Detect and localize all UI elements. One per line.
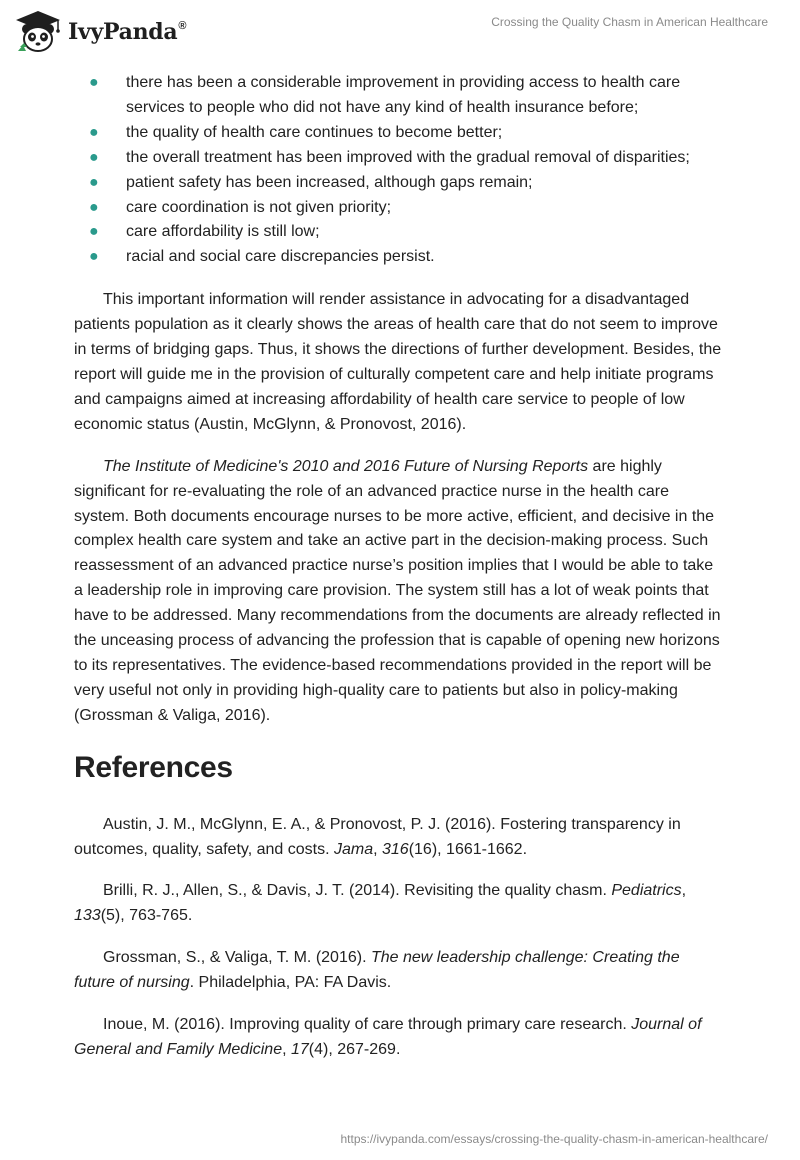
list-item	[74, 220, 724, 245]
list-item-text: the overall treatment has been improved with the gradual removal of disparities;	[126, 148, 690, 166]
reference-pages: (4), 267-269.	[308, 1041, 401, 1058]
paragraph-nursing-reports	[74, 455, 724, 729]
list-item	[74, 245, 724, 270]
document-body	[74, 71, 724, 1063]
bullet-icon: ●	[89, 173, 99, 191]
document-title: Crossing the Quality Chasm in American Healthcare	[491, 15, 768, 29]
reference-text: Inoue, M. (2016). Improving quality of care through primary care research.	[103, 1016, 632, 1034]
reference-text: Austin, J. M., McGlynn, E. A., & Pronovost, P. J. (2016). Fostering transparency in outcomes, quality, safety, and costs.	[74, 815, 681, 858]
list-item-text: care coordination is not given priority;	[126, 198, 392, 216]
registered-mark: ®	[178, 20, 187, 32]
ivypanda-logo[interactable]	[14, 9, 186, 55]
list-item-text: care affordability is still low;	[126, 223, 320, 241]
reference-publisher: . Philadelphia, PA: FA Davis.	[189, 974, 392, 992]
list-item	[74, 146, 724, 171]
reference-separator: ,	[282, 1041, 291, 1058]
list-item	[74, 171, 724, 196]
list-item-text: the quality of health care continues to become better;	[126, 123, 503, 141]
paragraph-text: are highly significant for re-evaluating the role of an advanced practice nurse in the health care system. Both documents encourage nurses to be more active, efficient, and decisive in the complex health care system and take an active part in the decision-making process. Such reassessment of an advanced practice nurse’s position implies that I would be able to take a leadership role in improving care provision. The system still has a lot of weak points that have to be addressed. Many recommendations from the documents are already reflected in the unceasing process of advancing the profession that is capable of opening new horizons to its representatives. The evidence-based recommendations provided in the report will be very useful not only in providing high-quality care to patients but also in policy-making (Grossman & Valiga, 2016).	[74, 457, 721, 724]
list-item-text: patient safety has been increased, although gaps remain;	[126, 173, 533, 191]
bullet-icon: ●	[89, 148, 99, 166]
reference-volume: 316	[382, 840, 409, 858]
list-item	[74, 121, 724, 146]
reference-separator: ,	[373, 840, 382, 858]
reference-pages: (5), 763-765.	[100, 907, 193, 925]
paragraph-advocacy: This important information will render assistance in advocating for a disadvantaged patients population as it clearly shows the areas of health care that do not seem to improve in terms of bridging gaps. Thus, it shows the directions of further development. Besides, the report will guide me in the provision of culturally competent care and help initiate programs and campaigns aimed at increasing affordability of health care service to people of low economic status (Austin, McGlynn, & Pronovost, 2016).	[74, 291, 722, 433]
list-item	[74, 196, 724, 221]
reference-book-title: The new leadership challenge: Creating the future of nursing	[74, 949, 680, 992]
reference-text: Grossman, S., & Valiga, T. M. (2016).	[103, 949, 371, 967]
reference-grossman	[74, 946, 724, 996]
list-item-text: there has been a considerable improvement in providing access to health care services to people who did not have any kind of health insurance before;	[126, 74, 681, 116]
source-url-link[interactable]: https://ivypanda.com/essays/crossing-the-quality-chasm-in-american-healthcare/	[340, 1132, 768, 1146]
findings-list	[74, 71, 724, 270]
list-item-text: racial and social care discrepancies persist.	[126, 248, 435, 266]
bullet-icon: ●	[89, 223, 99, 241]
report-title: The Institute of Medicine's 2010 and 2016 Future of Nursing Reports	[103, 457, 589, 475]
reference-volume: 133	[74, 907, 101, 925]
reference-journal: Pediatrics	[611, 882, 682, 900]
bullet-icon: ●	[89, 123, 99, 141]
reference-austin	[74, 813, 724, 863]
bullet-icon: ●	[89, 74, 99, 91]
reference-volume: 17	[290, 1041, 309, 1058]
reference-brilli	[74, 879, 724, 929]
reference-journal: Jama	[333, 840, 374, 858]
reference-journal: Journal of General and Family Medicine	[74, 1016, 702, 1058]
reference-separator: ,	[681, 882, 687, 900]
references-heading: References	[74, 750, 233, 784]
brand-text: IvyPanda	[68, 19, 178, 45]
panda-graduate-icon	[14, 9, 62, 55]
brand-name	[68, 19, 186, 45]
list-item	[74, 71, 724, 121]
bullet-icon: ●	[89, 248, 99, 266]
bullet-icon: ●	[89, 198, 99, 216]
reference-pages: (16), 1661-1662.	[408, 840, 528, 858]
reference-inoue	[74, 1013, 724, 1063]
reference-text: Brilli, R. J., Allen, S., & Davis, J. T. (2014). Revisiting the quality chasm.	[103, 882, 612, 900]
